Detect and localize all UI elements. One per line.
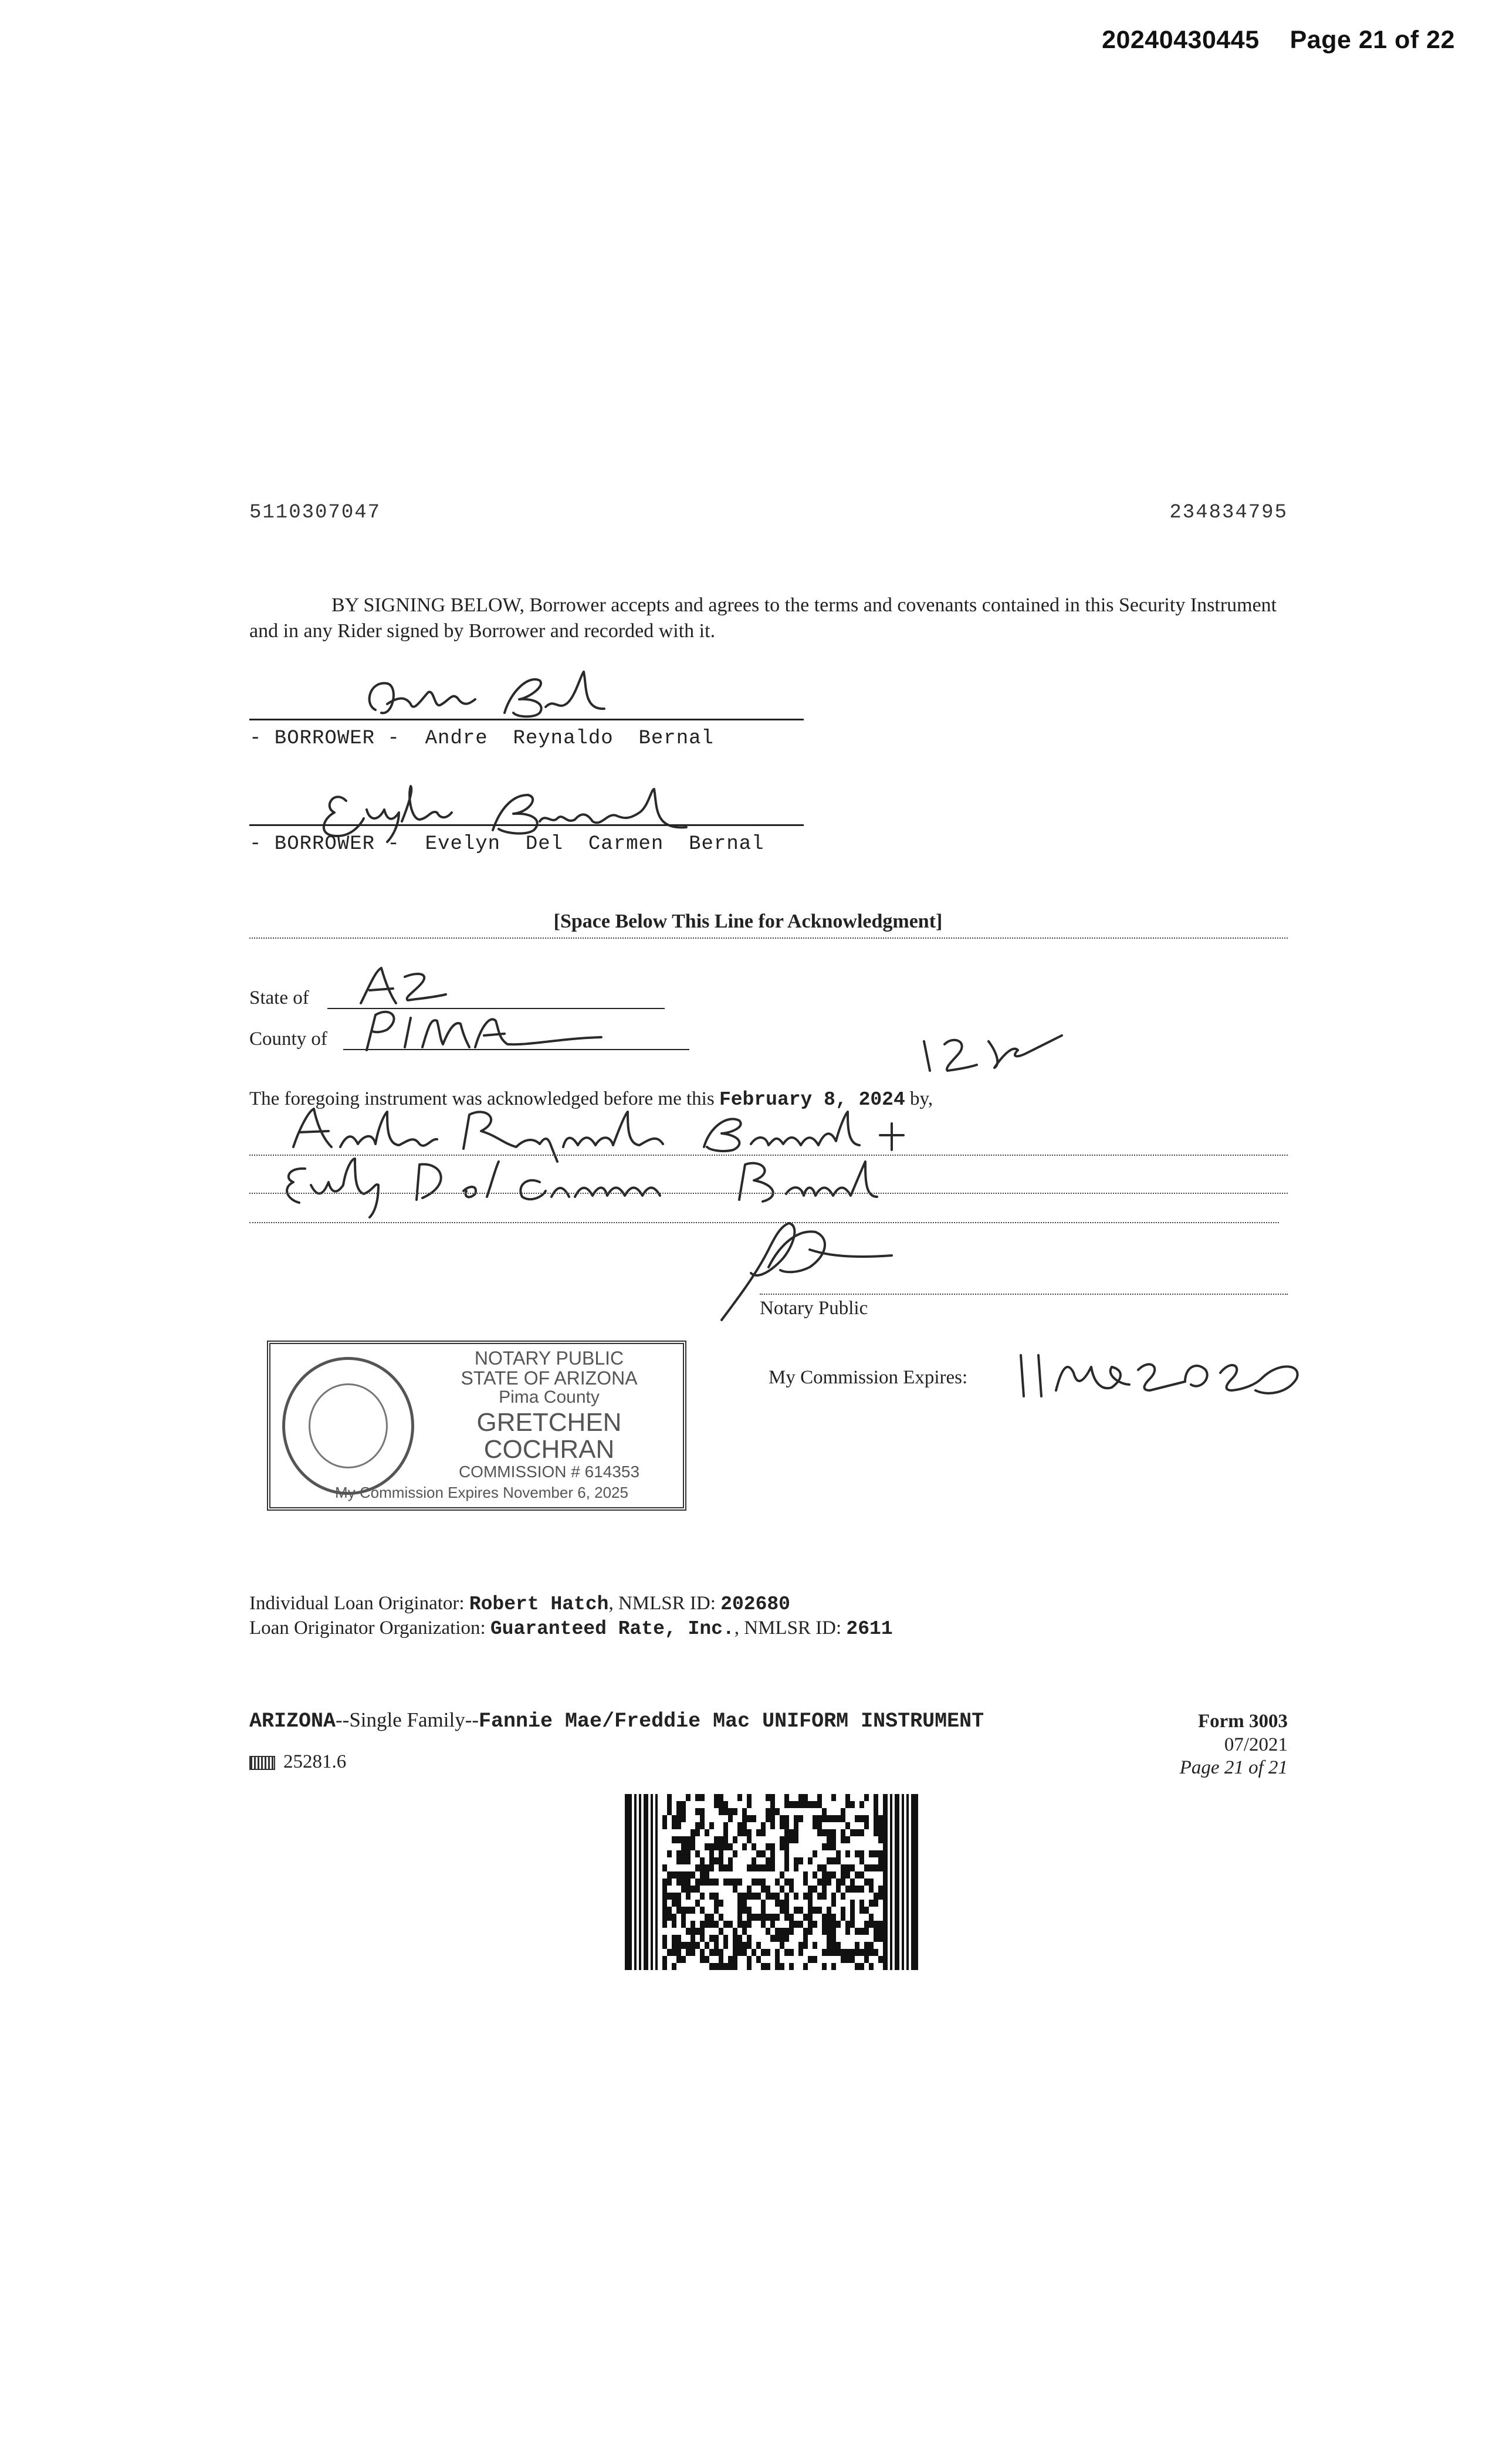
borrower2-signature-line	[249, 824, 804, 826]
borrower1-signature-line	[249, 719, 804, 720]
pdf417-barcode	[625, 1794, 918, 1970]
loan-number: 5110307047	[249, 502, 381, 524]
organization-nmlsr-label: , NMLSR ID:	[734, 1617, 842, 1639]
form-number-block	[1180, 1710, 1288, 1780]
acknowledgment-divider	[249, 937, 1288, 939]
date-correction-handwriting	[912, 1024, 1071, 1077]
individual-originator-line	[249, 1593, 790, 1615]
form-date: 07/2021	[1224, 1734, 1288, 1755]
individual-originator-name: Robert Hatch	[469, 1593, 609, 1615]
originator-organization-line	[249, 1617, 893, 1640]
state-label: State of	[249, 987, 309, 1008]
individual-nmlsr-label: , NMLSR ID:	[608, 1593, 716, 1614]
form-number: Form 3003	[1197, 1711, 1288, 1732]
form-title-type: --Single Family--	[336, 1708, 479, 1731]
state-seal	[282, 1357, 414, 1495]
notary-signature-line	[760, 1294, 1288, 1295]
names-dotted-line-1	[249, 1155, 1288, 1156]
stamp-line-1: NOTARY PUBLIC	[474, 1348, 624, 1369]
page-indicator: Page 21 of 22	[1289, 26, 1455, 54]
names-dotted-line-2	[249, 1193, 1288, 1194]
commission-label: My Commission Expires:	[769, 1367, 968, 1388]
individual-originator-label: Individual Loan Originator:	[249, 1593, 465, 1614]
form-title-instrument: Fannie Mae/Freddie Mac UNIFORM INSTRUMENT	[479, 1710, 984, 1733]
stamp-text	[335, 1348, 684, 1502]
acknowledgment-heading: [Space Below This Line for Acknowledgment]	[553, 911, 943, 932]
originator-organization-label: Loan Originator Organization:	[249, 1617, 486, 1639]
names-handwriting	[276, 1103, 1232, 1220]
document-number: 20240430445	[1102, 26, 1260, 54]
organization-nmlsr-id: 2611	[846, 1618, 893, 1640]
county-handwriting	[355, 1003, 613, 1056]
county-value	[361, 1010, 362, 1011]
form-code-icon	[249, 1756, 275, 1770]
form-page: Page 21 of 21	[1179, 1757, 1288, 1779]
mers-number: 234834795	[1169, 502, 1288, 524]
state-seal-inner	[309, 1383, 388, 1468]
page-header	[1102, 26, 1455, 55]
originator-organization-name: Guaranteed Rate, Inc.	[490, 1618, 735, 1640]
borrower2-label: - BORROWER - Evelyn Del Carmen Bernal	[249, 833, 764, 855]
acknowledgment-date: February 8, 2024	[719, 1089, 905, 1111]
individual-nmlsr-id: 202680	[720, 1593, 790, 1615]
stamp-line-4: GRETCHEN COCHRAN	[476, 1407, 622, 1464]
foregoing-text: The foregoing instrument was acknowledged before me this	[249, 1088, 715, 1109]
county-label: County of	[249, 1028, 327, 1050]
form-title	[249, 1708, 984, 1733]
form-code-line	[249, 1751, 346, 1773]
stamp-line-3: Pima County	[499, 1387, 600, 1407]
notary-stamp	[267, 1341, 686, 1511]
signing-paragraph: BY SIGNING BELOW, Borrower accepts and agrees to the terms and covenants contained in this Security Instrument and in any Rider signed by Borrower and recorded with it.	[249, 594, 1277, 642]
stamp-line-6: My Commission Expires November 6, 2025	[335, 1484, 628, 1502]
by-text: by,	[910, 1088, 933, 1109]
state-handwriting	[349, 962, 455, 1009]
names-line2	[293, 1167, 300, 1168]
form-title-state: ARIZONA	[249, 1710, 336, 1733]
stamp-line-5: COMMISSION # 614353	[458, 1463, 640, 1481]
borrower1-label: - BORROWER - Andre Reynaldo Bernal	[249, 727, 714, 750]
form-code: 25281.6	[283, 1751, 347, 1772]
commission-handwriting	[1009, 1343, 1314, 1408]
notary-public-label: Notary Public	[760, 1298, 868, 1319]
stamp-line-2: STATE OF ARIZONA	[461, 1367, 638, 1389]
commission-value	[1021, 1361, 1023, 1362]
state-value	[355, 969, 356, 970]
